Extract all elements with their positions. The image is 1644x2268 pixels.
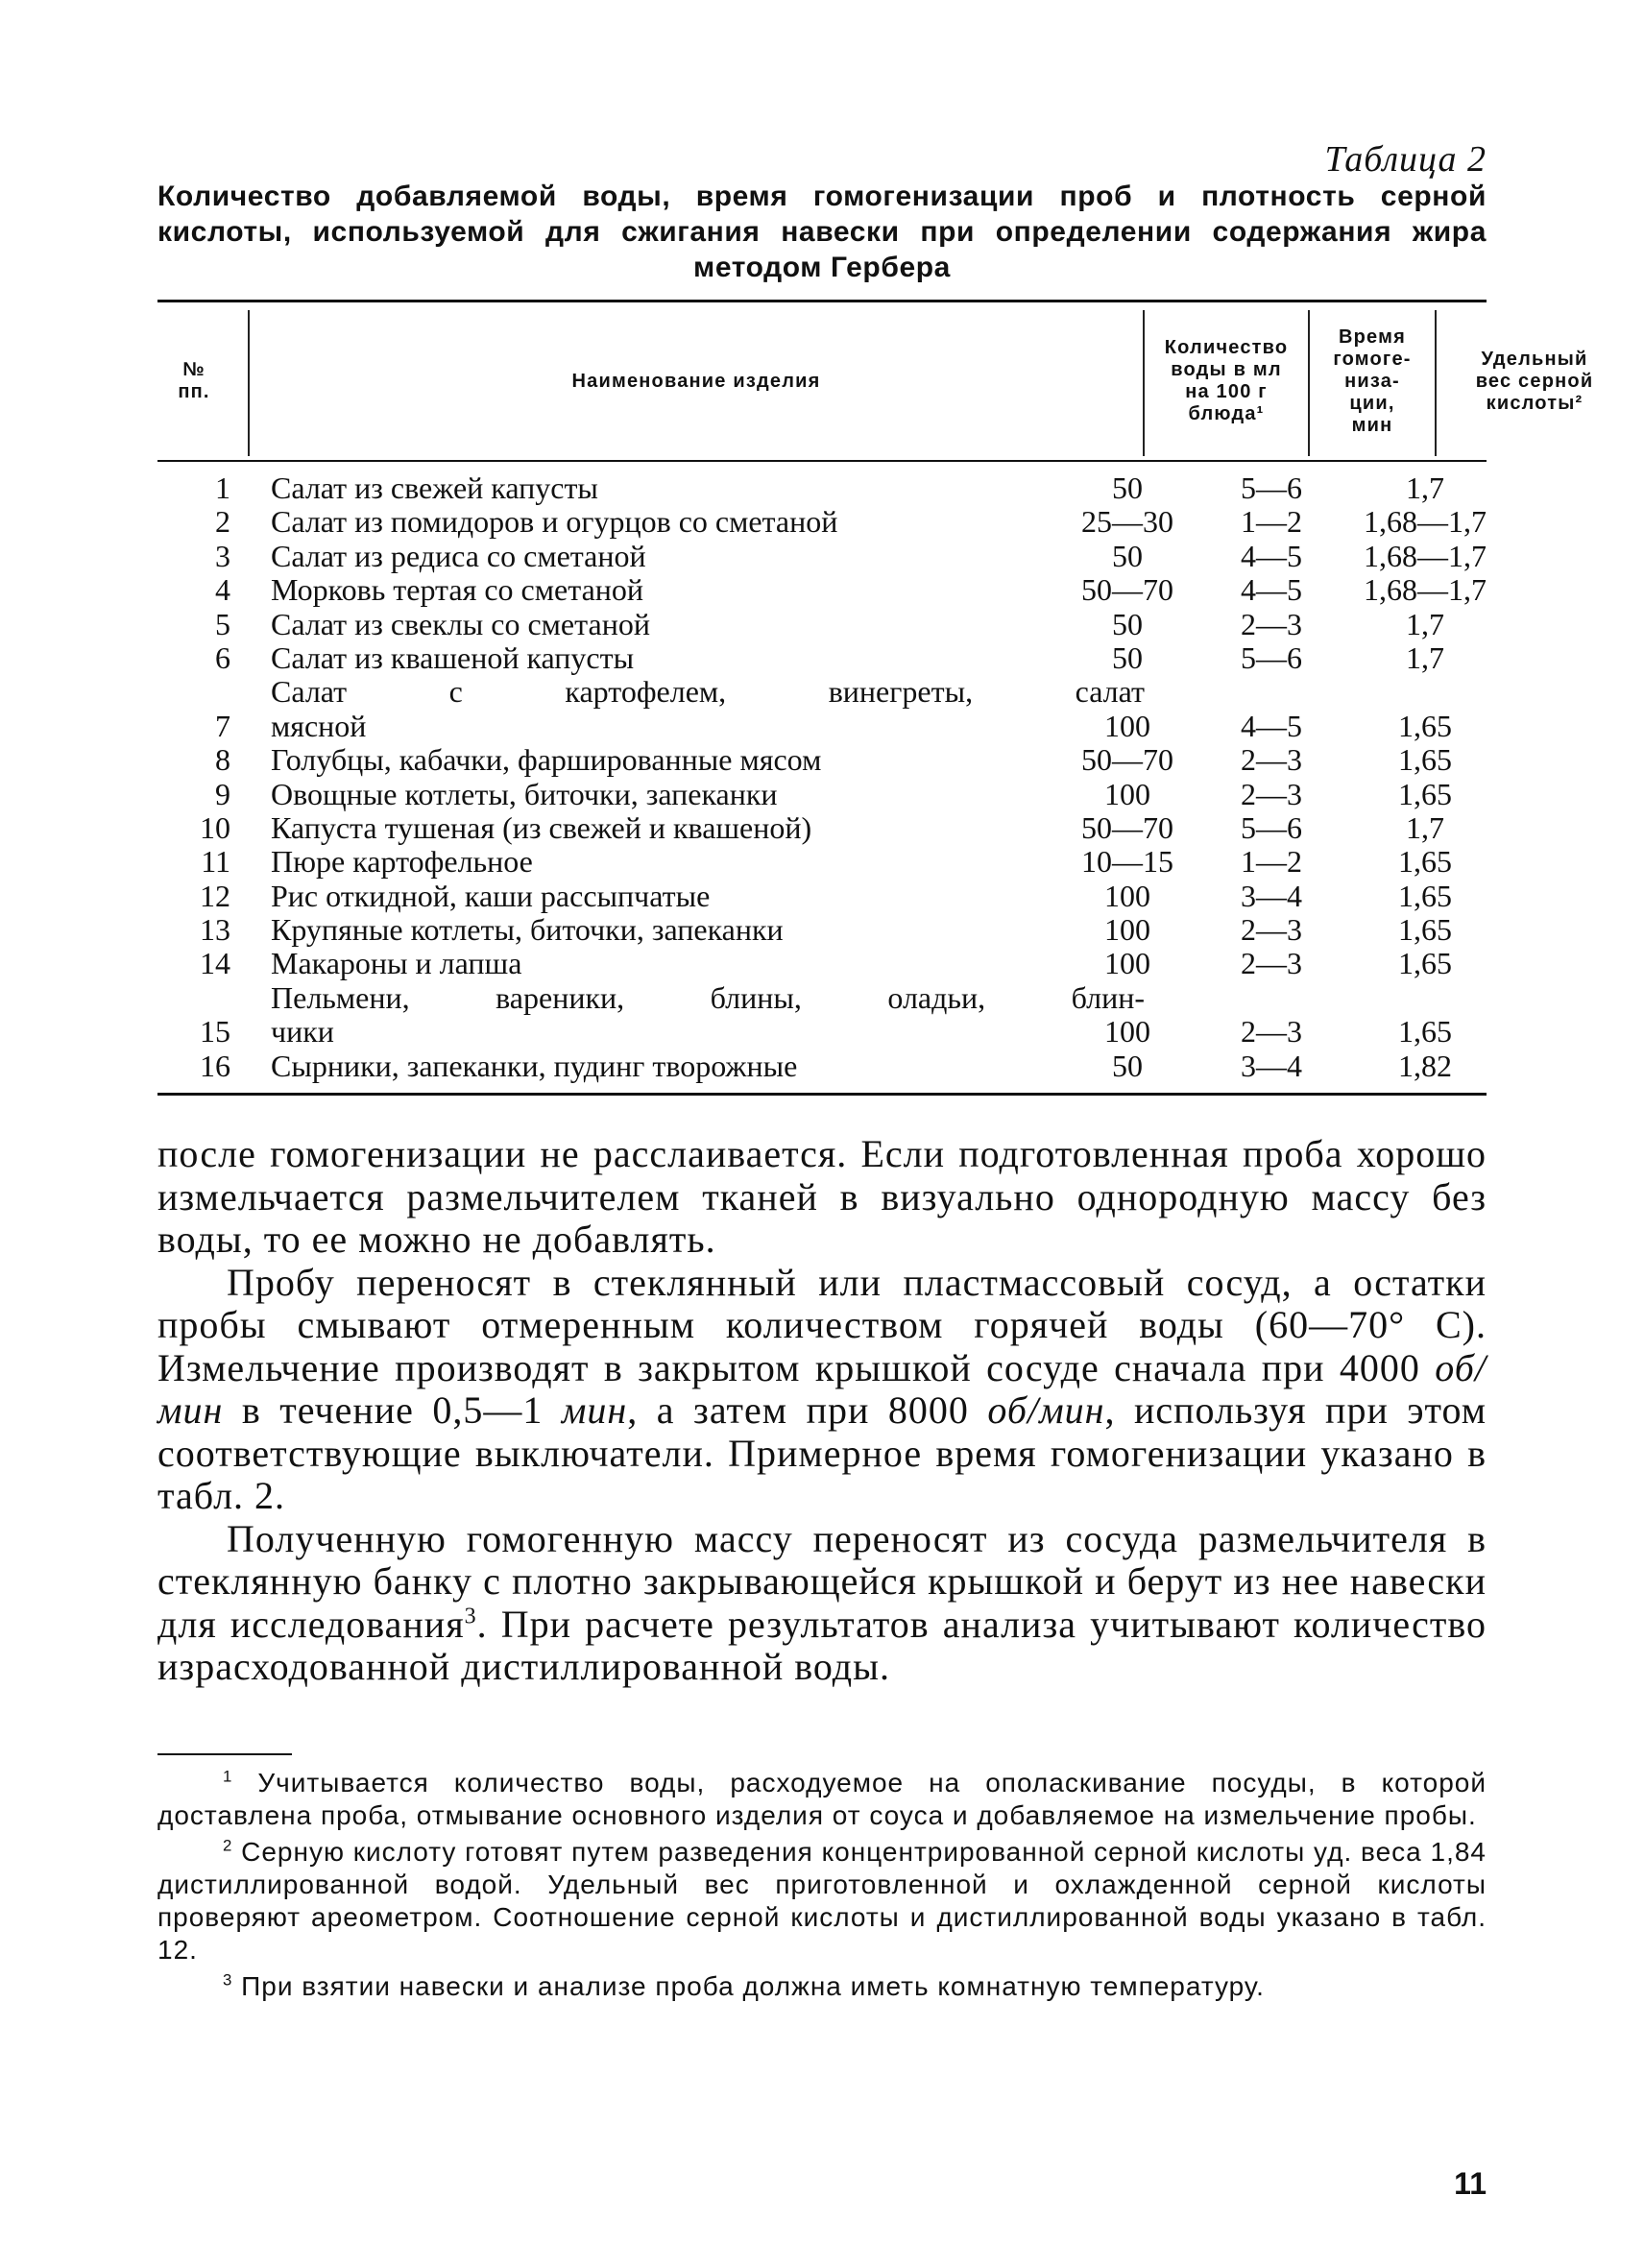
homogenization-time: 3—4 xyxy=(1241,878,1302,913)
item-name-line: Макароны и лапша xyxy=(271,946,522,981)
water-amount: 50 xyxy=(1112,639,1143,675)
footnote-text: При взятии навески и анализе проба должна иметь комнатную температуру. xyxy=(232,1971,1265,2001)
header-num: № пп. xyxy=(178,359,210,402)
homogenization-time: 2—3 xyxy=(1241,912,1302,948)
row-number: 10 xyxy=(200,809,230,845)
specific-gravity: 1,65 xyxy=(1398,844,1452,880)
item-name-line: чики xyxy=(271,1014,334,1050)
footnote-text: Серную кислоту готовят путем разведения концентрированной серной кислоты уд. веса 1,84 дистиллированной водой. Удельный вес приготовленной и охлажденной серной кислоты проверяют ареометром. Соотношение серной кислоты и дистиллированной воды указано в табл. 12. xyxy=(157,1837,1487,1965)
homogenization-time: 4—5 xyxy=(1241,572,1302,608)
page-number: 11 xyxy=(1454,2166,1487,2201)
table-row xyxy=(157,845,1487,879)
water-amount: 100 xyxy=(1104,1014,1150,1050)
homogenization-time: 2—3 xyxy=(1241,776,1302,811)
footnote-ref-3: 3 xyxy=(464,1604,477,1629)
table-body xyxy=(157,462,1487,1093)
footnote-text: Учитывается количество воды, расходуемое на ополаскивание посуды, в которой доставлена проба, отмывание основного изделия от соуса и добавляемое на измельчение пробы. xyxy=(157,1768,1487,1830)
footnote-mark: 3 xyxy=(223,1970,233,1990)
table-row xyxy=(157,743,1487,777)
item-name-line: Крупяные котлеты, биточки, запеканки xyxy=(271,912,784,948)
row-number: 1 xyxy=(215,470,230,505)
table-row xyxy=(157,540,1487,573)
specific-gravity: 1,68—1,7 xyxy=(1364,504,1487,540)
homogenization-time: 2—3 xyxy=(1241,742,1302,778)
header-time: Время гомоге- низа- ции, мин xyxy=(1333,326,1412,436)
item-name-line: Салат с картофелем, винегреты, салат xyxy=(271,674,1145,710)
table-row xyxy=(157,1050,1487,1083)
water-amount: 50 xyxy=(1112,538,1143,573)
water-amount: 100 xyxy=(1104,708,1150,743)
water-amount: 100 xyxy=(1104,946,1150,981)
table-row xyxy=(157,981,1487,1050)
table-caption: Количество добавляемой воды, время гомогенизации проб и плотность серной кислоты, используемой для сжигания навески при определении содержания жира методом Гербера xyxy=(157,181,1487,283)
specific-gravity: 1,65 xyxy=(1398,1014,1452,1050)
specific-gravity: 1,7 xyxy=(1406,809,1444,845)
footnote-1 xyxy=(157,1767,1487,1832)
item-name-line: Капуста тушеная (из свежей и квашеной) xyxy=(271,809,812,845)
specific-gravity: 1,7 xyxy=(1406,639,1444,675)
footnote-separator xyxy=(157,1753,292,1755)
body-text xyxy=(157,1133,1487,1689)
homogenization-time: 5—6 xyxy=(1241,809,1302,845)
homogenization-time: 4—5 xyxy=(1241,538,1302,573)
header-specific-gravity: Удельный вес серной кислоты² xyxy=(1475,348,1594,414)
table-header xyxy=(157,302,1594,460)
table-row xyxy=(157,641,1487,675)
item-name-line: Овощные котлеты, биточки, запеканки xyxy=(271,776,778,811)
water-amount: 50—70 xyxy=(1081,742,1173,778)
specific-gravity: 1,7 xyxy=(1406,606,1444,641)
homogenization-time: 1—2 xyxy=(1241,504,1302,540)
item-name-line: Сырники, запеканки, пудинг творожные xyxy=(271,1048,798,1083)
table-row xyxy=(157,608,1487,641)
row-number: 7 xyxy=(215,708,230,743)
water-amount: 10—15 xyxy=(1081,844,1173,880)
item-name-line: Салат из свежей капусты xyxy=(271,470,598,505)
specific-gravity: 1,65 xyxy=(1398,742,1452,778)
item-name-line: Пельмени, вареники, блины, оладьи, блин- xyxy=(271,979,1145,1015)
item-name-line: Морковь тертая со сметаной xyxy=(271,572,644,608)
water-amount: 50—70 xyxy=(1081,572,1173,608)
unit-rpm: об/мин xyxy=(157,1345,1487,1432)
table-row xyxy=(157,505,1487,539)
header-divider xyxy=(1435,310,1437,456)
row-number: 14 xyxy=(200,946,230,981)
unit-min: мин xyxy=(561,1388,628,1432)
specific-gravity: 1,65 xyxy=(1398,708,1452,743)
table-row xyxy=(157,778,1487,811)
specific-gravity: 1,7 xyxy=(1406,470,1444,505)
row-number: 8 xyxy=(215,742,230,778)
homogenization-time: 2—3 xyxy=(1241,606,1302,641)
paragraph-2-part: в течение 0,5—1 xyxy=(223,1388,562,1432)
water-amount: 25—30 xyxy=(1081,504,1173,540)
row-number: 3 xyxy=(215,538,230,573)
table-row xyxy=(157,471,1487,505)
table-row xyxy=(157,573,1487,607)
row-number: 2 xyxy=(215,504,230,540)
homogenization-time: 4—5 xyxy=(1241,708,1302,743)
water-amount: 50—70 xyxy=(1081,809,1173,845)
header-name: Наименование изделия xyxy=(571,370,821,392)
item-name-line: Пюре картофельное xyxy=(271,844,533,880)
specific-gravity: 1,68—1,7 xyxy=(1364,538,1487,573)
item-name-line: мясной xyxy=(271,708,367,743)
homogenization-time: 2—3 xyxy=(1241,1014,1302,1050)
footnote-3 xyxy=(157,1970,1487,2003)
footnote-2 xyxy=(157,1836,1487,1966)
table-row xyxy=(157,947,1487,980)
footnote-mark: 1 xyxy=(223,1767,233,1786)
paragraph-2-part: , а затем при 8000 xyxy=(627,1388,988,1432)
paragraph-2-part: , используя при этом соответствующие выключатели. Примерное время гомогенизации указано в табл. 2. xyxy=(157,1388,1487,1517)
row-number: 5 xyxy=(215,606,230,641)
water-amount: 50 xyxy=(1112,470,1143,505)
footnote-mark: 2 xyxy=(223,1836,233,1855)
water-amount: 50 xyxy=(1112,606,1143,641)
water-amount: 100 xyxy=(1104,878,1150,913)
homogenization-time: 5—6 xyxy=(1241,470,1302,505)
homogenization-time: 5—6 xyxy=(1241,639,1302,675)
item-name-line: Салат из квашеной капусты xyxy=(271,639,635,675)
row-number: 12 xyxy=(200,878,230,913)
row-number: 11 xyxy=(201,844,230,880)
paragraph-3-part: . При расчете результатов анализа учитывают количество израсходованной дистиллированной воды. xyxy=(157,1602,1487,1688)
paragraph-2-part: Пробу переносят в стеклянный или пластмассовый сосуд, а остатки пробы смывают отмеренным количеством горячей воды (60—70° С). Измельчение производят в закрытом крышкой сосуде сначала при 4000 xyxy=(157,1260,1487,1389)
table-row xyxy=(157,675,1487,743)
paragraph-3 xyxy=(157,1518,1487,1689)
table-row xyxy=(157,811,1487,845)
data-table xyxy=(157,300,1594,1096)
specific-gravity: 1,65 xyxy=(1398,776,1452,811)
table-bottom-rule xyxy=(157,1093,1487,1096)
row-number: 9 xyxy=(215,776,230,811)
specific-gravity: 1,82 xyxy=(1398,1048,1452,1083)
homogenization-time: 3—4 xyxy=(1241,1048,1302,1083)
row-number: 13 xyxy=(200,912,230,948)
specific-gravity: 1,65 xyxy=(1398,912,1452,948)
homogenization-time: 1—2 xyxy=(1241,844,1302,880)
unit-rpm: об/мин xyxy=(987,1388,1105,1432)
header-water: Количество воды в мл на 100 г блюда¹ xyxy=(1164,337,1289,424)
row-number: 4 xyxy=(215,572,230,608)
specific-gravity: 1,68—1,7 xyxy=(1364,572,1487,608)
water-amount: 50 xyxy=(1112,1048,1143,1083)
item-name-line: Рис откидной, каши рассыпчатые xyxy=(271,878,711,913)
table-label: Таблица 2 xyxy=(1324,139,1487,180)
row-number: 16 xyxy=(200,1048,230,1083)
item-name-line: Салат из редиса со сметаной xyxy=(271,538,646,573)
item-name-line: Салат из свеклы со сметаной xyxy=(271,606,650,641)
row-number: 6 xyxy=(215,639,230,675)
specific-gravity: 1,65 xyxy=(1398,946,1452,981)
table-row xyxy=(157,913,1487,947)
paragraph-3-part: Полученную гомогенную массу переносят из сосуда размельчителя в стеклянную банку с плотно закрывающейся крышкой и берут из нее навески для исследования xyxy=(157,1516,1487,1646)
row-number: 15 xyxy=(200,1014,230,1050)
homogenization-time: 2—3 xyxy=(1241,946,1302,981)
footnotes xyxy=(157,1767,1487,2007)
paragraph-2 xyxy=(157,1262,1487,1518)
water-amount: 100 xyxy=(1104,912,1150,948)
water-amount: 100 xyxy=(1104,776,1150,811)
item-name-line: Голубцы, кабачки, фаршированные мясом xyxy=(271,742,822,778)
specific-gravity: 1,65 xyxy=(1398,878,1452,913)
item-name-line: Салат из помидоров и огурцов со сметаной xyxy=(271,504,838,540)
paragraph-1: после гомогенизации не расслаивается. Если подготовленная проба хорошо измельчается размельчителем тканей в визуально однородную массу без воды, то ее можно не добавлять. xyxy=(157,1132,1487,1261)
table-row xyxy=(157,880,1487,913)
